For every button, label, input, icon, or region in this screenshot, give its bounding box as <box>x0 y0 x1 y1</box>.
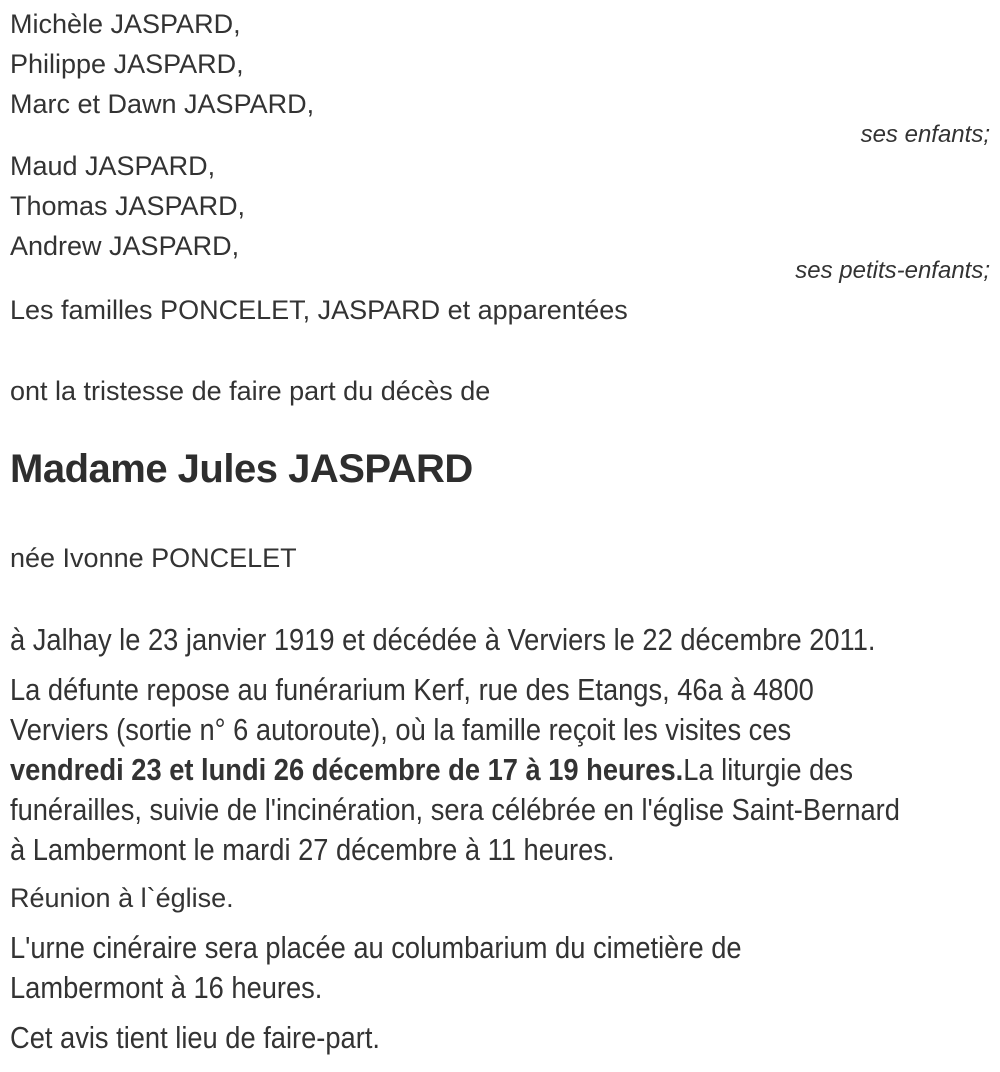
text-line <box>10 4 990 44</box>
text-segment: Andrew JASPARD, <box>10 231 240 261</box>
text-line <box>10 928 872 968</box>
urn-placement-paragraph <box>10 928 872 1008</box>
text-line <box>10 710 872 750</box>
legal-notice-line: Cet avis tient lieu de faire-part. <box>10 1020 380 1055</box>
text-line <box>10 750 872 790</box>
text-line <box>10 790 900 830</box>
announcement-section <box>10 371 990 660</box>
extended-families-line: Les familles PONCELET, JASPARD et apparentées <box>10 295 628 325</box>
text-segment: La liturgie des <box>683 752 854 787</box>
visitation-and-liturgy-paragraph <box>10 670 900 870</box>
family-section <box>10 4 990 330</box>
text-segment: L'urne cinéraire sera placée au columbarium du cimetière de <box>10 930 742 965</box>
text-segment: Maud JASPARD, <box>10 151 216 181</box>
text-segment: funérailles, suivie de l'incinération, sera célébrée en l'église Saint-Bernard <box>10 792 900 827</box>
children-name-list <box>10 4 990 124</box>
bold-text-segment: vendredi 23 et lundi 26 décembre de 17 à 19 heures. <box>10 752 684 787</box>
deceased-name-heading: Madame Jules JASPARD <box>10 447 473 491</box>
announcement-intro: ont la tristesse de faire part du décès de <box>10 376 491 406</box>
text-line <box>10 44 990 84</box>
life-dates-line: à Jalhay le 23 janvier 1919 et décédée à Verviers le 22 décembre 2011. <box>10 622 876 657</box>
church-gathering-line: Réunion à l`église. <box>10 883 234 913</box>
text-segment: La défunte repose au funérarium Kerf, rue des Etangs, 46a à 4800 <box>10 672 814 707</box>
text-segment: à Lambermont le mardi 27 décembre à 11 heures. <box>10 832 615 867</box>
children-relation-label: ses enfants; <box>860 121 990 148</box>
text-line <box>10 968 872 1008</box>
text-segment: Lambermont à 16 heures. <box>10 970 323 1005</box>
text-line <box>10 186 990 226</box>
details-section <box>10 670 990 1058</box>
text-line <box>10 670 872 710</box>
text-segment: Marc et Dawn JASPARD, <box>10 89 315 119</box>
grandchildren-relation-label: ses petits-enfants; <box>795 257 990 284</box>
grandchildren-name-list <box>10 146 990 266</box>
text-line <box>10 146 990 186</box>
maiden-name: née Ivonne PONCELET <box>10 543 297 573</box>
text-line <box>10 84 990 124</box>
text-segment: Verviers (sortie n° 6 autoroute), où la famille reçoit les visites ces <box>10 712 792 747</box>
text-segment: Michèle JASPARD, <box>10 9 241 39</box>
text-segment: Thomas JASPARD, <box>10 191 246 221</box>
text-line <box>10 830 872 870</box>
text-segment: Philippe JASPARD, <box>10 49 244 79</box>
